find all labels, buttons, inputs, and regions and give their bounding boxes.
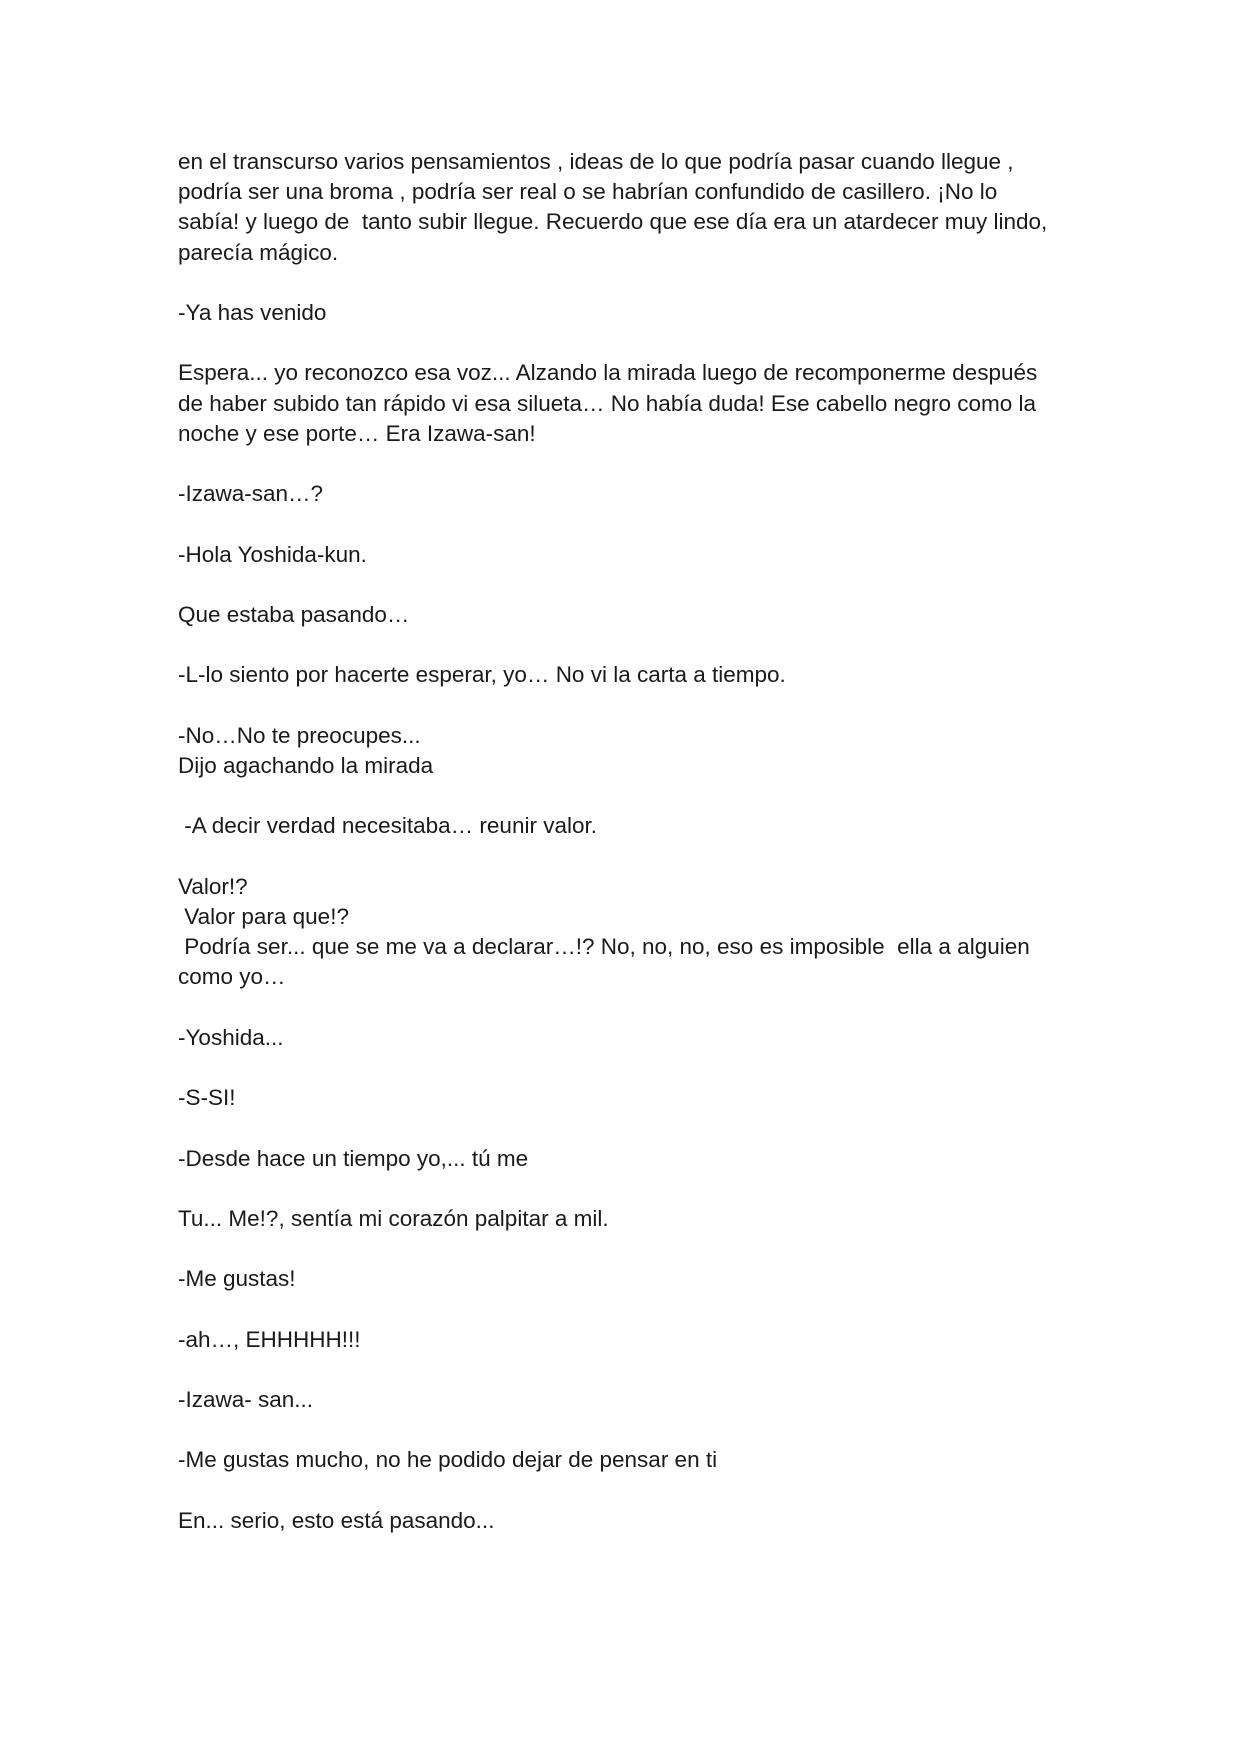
paragraph-2: -Ya has venido [178,300,327,325]
document-body [178,147,1078,1566]
paragraph-7: -L-lo siento por hacerte esperar, yo… No vi la carta a tiempo. [178,662,786,688]
paragraph-6: Que estaba pasando… [178,601,410,627]
paragraph-19: En... serio, esto está pasando... [178,1507,495,1533]
paragraph-1: en el transcurso varios pensamientos , ideas de lo que podría pasar cuando llegue , podría ser una broma , podría ser real o se habrían confundido de casillero. ¡No lo sabía! y luego de tanto subir llegue. Recuerdo que ese día era un atardecer muy lindo, parecía mágico. [178,149,1048,265]
paragraph-10: Valor!? Valor para que!? Podría ser... que se me va a declarar…!? No, no, no, eso es imposible ella a alguien como yo… [178,873,1030,990]
paragraph-17: -Izawa- san... [178,1387,314,1413]
paragraph-8: -No…No te preocupes... Dijo agachando la mirada [178,722,434,778]
paragraph-11: -Yoshida... [178,1024,284,1050]
paragraph-4: -Izawa-san…? [178,481,324,507]
paragraph-5: -Hola Yoshida-kun. [178,541,367,567]
paragraph-3: Espera... yo reconozco esa voz... Alzando la mirada luego de recomponerme después de haber subido tan rápido vi esa silueta… No había duda! Ese cabello negro como la noche y ese porte… Era Izawa-san! [178,360,1038,446]
paragraph-14: Tu... Me!?, sentía mi corazón palpitar a mil. [178,1205,609,1231]
paragraph-18: -Me gustas mucho, no he podido dejar de pensar en ti [178,1447,718,1473]
paragraph-15: -Me gustas! [178,1266,296,1292]
paragraph-16: -ah…, EHHHHH!!! [178,1326,361,1352]
paragraph-9: -A decir verdad necesitaba… reunir valor. [178,813,597,839]
paragraph-12: -S-SI! [178,1085,236,1111]
paragraph-13: -Desde hace un tiempo yo,... tú me [178,1145,529,1171]
